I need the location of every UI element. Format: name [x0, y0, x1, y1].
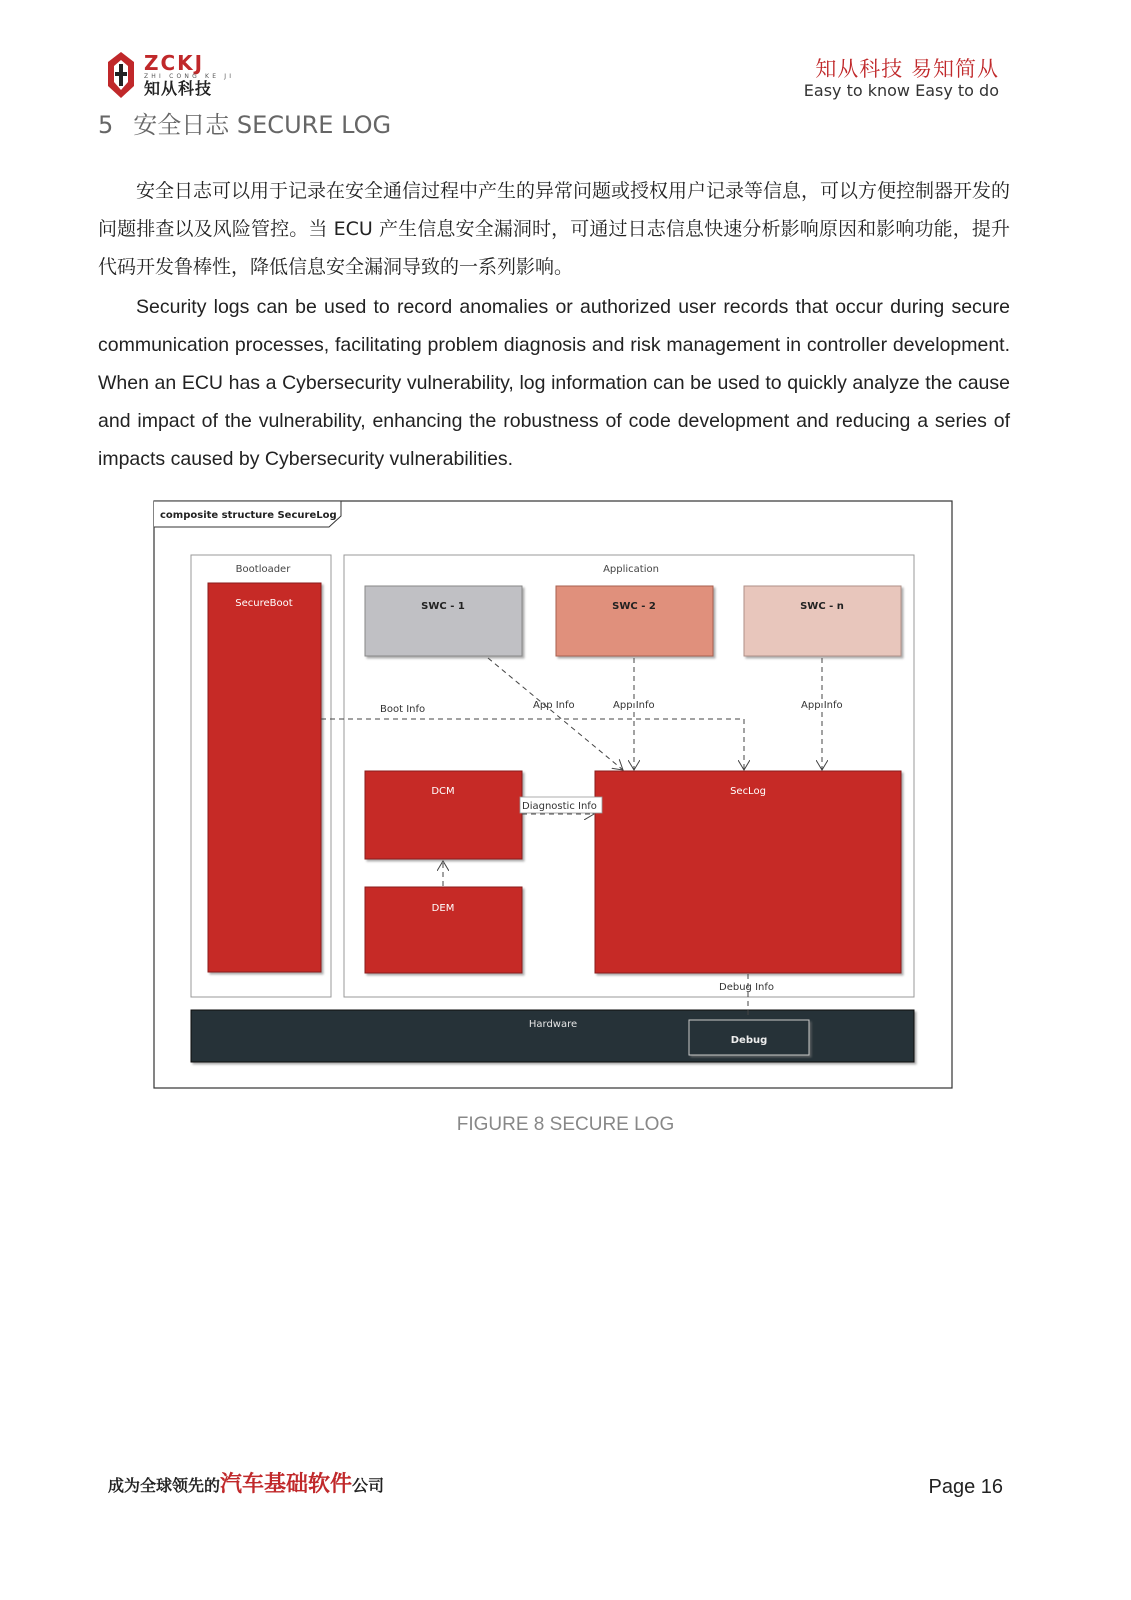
boot-info-label: Boot Info — [380, 704, 426, 715]
debug-info-label: Debug Info — [719, 982, 774, 993]
footer-slogan-highlight: 汽车基础软件 — [220, 1472, 353, 1497]
app-info-label-2: App Info — [613, 700, 655, 711]
dem-label: DEM — [431, 903, 455, 914]
hardware-label: Hardware — [528, 1019, 578, 1030]
footer-slogan-post: 公司 — [352, 1476, 385, 1495]
diagram-svg — [153, 500, 953, 1090]
swc-2-label: SWC - 2 — [612, 601, 656, 612]
seclog-block — [595, 771, 901, 973]
secureboot-label: SecureBoot — [235, 598, 293, 609]
section-number: 5 — [98, 111, 114, 139]
debug-label: Debug — [730, 1035, 768, 1046]
dem-block — [365, 887, 522, 973]
company-logo — [108, 52, 238, 98]
paragraph-chinese: 安全日志可以用于记录在安全通信过程中产生的异常问题或授权用户记录等信息，可以方便控制器开发的问题排查以及风险管控。当 ECU 产生信息安全漏洞时，可通过日志信息快速分析影响原因和影响功能，提升代码开发鲁棒性，降低信息安全漏洞导致的一系列影响。 — [98, 180, 1011, 278]
swc-n-label: SWC - n — [800, 601, 844, 612]
swc-1-label: SWC - 1 — [421, 601, 465, 612]
bootloader-label: Bootloader — [235, 564, 291, 575]
secure-log-diagram — [153, 500, 953, 1090]
app-info-label-n: App Info — [801, 700, 843, 711]
swc-2-block — [556, 586, 713, 656]
dcm-block — [365, 771, 522, 859]
footer-slogan-pre: 成为全球领先的 — [108, 1476, 221, 1495]
header-slogan-chinese: 知从科技 易知简从 — [815, 57, 999, 81]
page-number: Page 16 — [928, 1476, 1003, 1498]
logo-emblem-icon — [108, 52, 134, 98]
frame-title: composite structure SecureLog — [160, 510, 337, 521]
app-info-label-1: App Info — [533, 700, 575, 711]
swc-n-block — [744, 586, 901, 656]
swc-1-block — [365, 586, 522, 656]
diagnostic-info-label: Diagnostic Info — [522, 801, 597, 812]
section-heading — [98, 110, 391, 140]
paragraph-english: Security logs can be used to record anomalies or authorized user records that occur during secure communication processes, facilitating problem diagnosis and risk management in controller development. When an ECU has a Cybersecurity vulnerability, log information can be used to quickly analyze the cause and impact of the vulnerability, enhancing the robustness of code development and reducing a series of impacts caused by Cybersecurity vulnerabilities. — [98, 296, 1010, 470]
figure-caption: FIGURE 8 SECURE LOG — [456, 1114, 675, 1135]
application-label: Application — [603, 564, 659, 575]
logo-latin-text: ZCKJ — [144, 51, 205, 75]
header-slogan-english: Easy to know Easy to do — [803, 81, 999, 100]
section-title: 安全日志 SECURE LOG — [133, 111, 392, 139]
logo-pinyin-text: ZHI CONG KE JI — [144, 73, 235, 80]
dcm-label: DCM — [431, 786, 455, 797]
footer-slogan — [108, 1470, 384, 1501]
secureboot-block — [208, 583, 321, 972]
logo-chinese-text: 知从科技 — [144, 79, 213, 98]
seclog-label: SecLog — [730, 786, 766, 797]
